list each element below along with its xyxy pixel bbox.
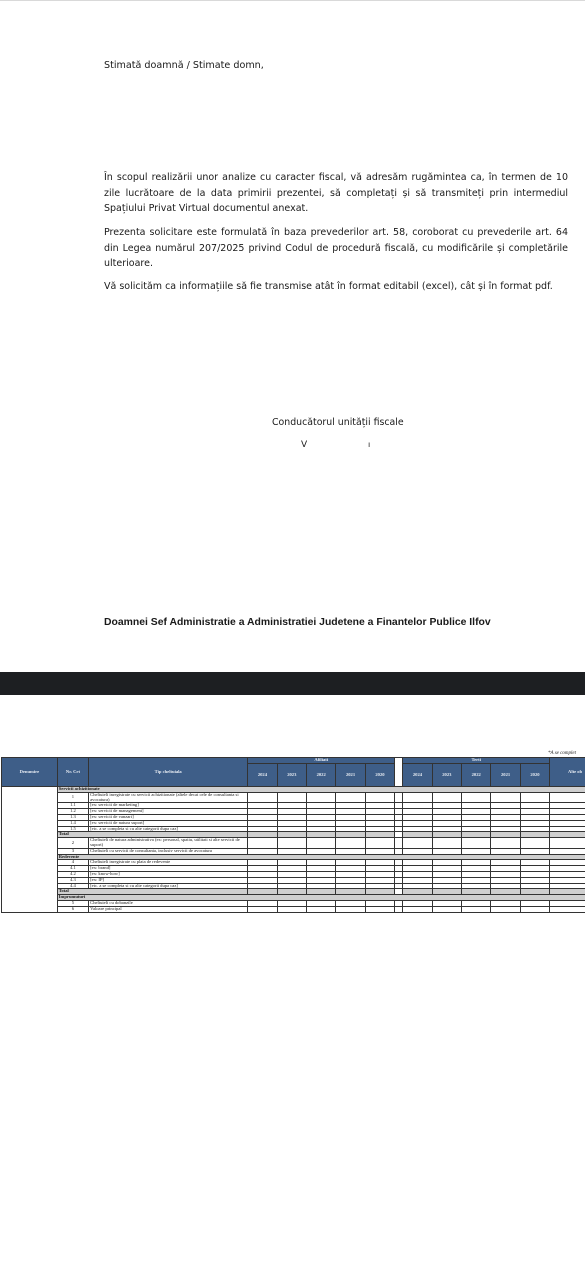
value-cell[interactable] [432, 906, 461, 912]
value-cell[interactable] [277, 838, 306, 849]
header-denumire: Denumire [2, 758, 58, 787]
nr-crt-cell: 1.3 [57, 814, 88, 820]
tip-cheltuiala-cell: [ex: servicii de management] [89, 809, 248, 815]
spacer-cell [395, 838, 403, 849]
header-terti: Terti [403, 758, 550, 764]
signature-title: Conducătorul unității fiscale [272, 417, 404, 428]
salutation: Stimată doamnă / Stimate domn, [104, 60, 264, 71]
nr-crt-cell: 1 [57, 792, 88, 803]
value-cell[interactable] [550, 792, 585, 803]
tip-cheltuiala-cell: [etc. a se completa si cu alte categorii dupa caz] [89, 826, 248, 832]
tip-cheltuiala-cell: Cheltuieli inregistrate cu servicii achizitionate (altele decat cele de consultanta si avocatura) [89, 792, 248, 803]
page-top-divider [0, 0, 585, 1]
value-cell[interactable] [336, 838, 365, 849]
section-label: Redevente [57, 854, 585, 860]
tip-cheltuiala-cell: Valoare principal [89, 906, 248, 912]
value-cell[interactable] [520, 838, 549, 849]
header-alte: Alte ob [550, 758, 585, 787]
nr-crt-cell: 5 [57, 900, 88, 906]
year-header: 2021 [336, 764, 365, 787]
value-cell[interactable] [550, 906, 585, 912]
value-cell[interactable] [403, 838, 432, 849]
year-header: 2024 [403, 764, 432, 787]
year-header: 2022 [306, 764, 335, 787]
total-label: Total [57, 889, 248, 895]
value-cell[interactable] [432, 792, 461, 803]
section-label: Servicii achizitionate [57, 787, 585, 793]
tip-cheltuiala-cell: [ex: servicii de marketing] [89, 803, 248, 809]
table-row [2, 792, 585, 803]
value-cell[interactable] [306, 792, 335, 803]
value-cell[interactable] [491, 838, 520, 849]
header-afiliati: Afiliati [248, 758, 395, 764]
year-header: 2020 [365, 764, 394, 787]
nr-crt-cell: 4.2 [57, 871, 88, 877]
value-cell[interactable] [306, 906, 335, 912]
annex-table [1, 757, 585, 913]
value-cell[interactable] [365, 906, 394, 912]
addressee: Doamnei Sef Administratie a Administratiei Judetene a Finantelor Publice Ilfov [104, 617, 491, 628]
nr-crt-cell: 6 [57, 906, 88, 912]
value-cell[interactable] [336, 792, 365, 803]
value-cell[interactable] [462, 792, 491, 803]
tip-cheltuiala-cell: [etc. a se completa si cu alte categorii dupa caz] [89, 883, 248, 889]
header-tip-cheltuiala: Tip cheltuiala [89, 758, 248, 787]
nr-crt-cell: 4.1 [57, 866, 88, 872]
tip-cheltuiala-cell: [ex: servicii de vanzari] [89, 814, 248, 820]
year-header: 2022 [462, 764, 491, 787]
year-header: 2021 [491, 764, 520, 787]
denumire-cell[interactable] [2, 787, 58, 913]
value-cell[interactable] [520, 906, 549, 912]
year-header: 2023 [277, 764, 306, 787]
value-cell[interactable] [248, 906, 277, 912]
nr-crt-cell: 1.2 [57, 809, 88, 815]
total-label: Total [57, 832, 248, 838]
page-separator-band [0, 672, 585, 695]
signature-mark: ı [368, 440, 371, 449]
year-header: 2020 [520, 764, 549, 787]
value-cell[interactable] [306, 838, 335, 849]
annex-page [0, 695, 585, 1267]
value-cell[interactable] [403, 906, 432, 912]
signature-mark: V [301, 440, 308, 450]
spacer-cell [395, 906, 403, 912]
paragraph-legal-basis: Prezenta solicitare este formulată în baza prevederilor art. 58, coroborat cu prevederile art. 64 din Legea numărul 207/2025 privind Codul de procedură fiscală, cu modificările și completările ulterioare. [104, 227, 568, 269]
nr-crt-cell: 4 [57, 860, 88, 866]
header-spacer [395, 758, 403, 787]
signature-marks [301, 440, 371, 450]
tip-cheltuiala-cell: [ex: brand] [89, 866, 248, 872]
value-cell[interactable] [550, 838, 585, 849]
nr-crt-cell: 2 [57, 838, 88, 849]
tip-cheltuiala-cell: Cheltuieli cu servicii de consultanta, inclusiv servicii de avocatura [89, 848, 248, 854]
value-cell[interactable] [403, 792, 432, 803]
value-cell[interactable] [248, 838, 277, 849]
value-cell[interactable] [432, 838, 461, 849]
value-cell[interactable] [277, 906, 306, 912]
value-cell[interactable] [336, 906, 365, 912]
value-cell[interactable] [520, 792, 549, 803]
nr-crt-cell: 1.5 [57, 826, 88, 832]
value-cell[interactable] [462, 838, 491, 849]
spacer-cell [395, 792, 403, 803]
year-header: 2023 [432, 764, 461, 787]
tip-cheltuiala-cell: Cheltuieli de natura administrativa (ex: personal, spatiu, utilitati si alte servicii de suport) [89, 838, 248, 849]
tip-cheltuiala-cell: [ex: know-how] [89, 871, 248, 877]
table-row [2, 906, 585, 912]
nr-crt-cell: 4.4 [57, 883, 88, 889]
nr-crt-cell: 3 [57, 848, 88, 854]
section-label: Imprumuturi [57, 895, 585, 901]
annex-table-body [2, 787, 585, 913]
tip-cheltuiala-cell: [ex: servicii de natura suport] [89, 820, 248, 826]
table-row [2, 838, 585, 849]
value-cell[interactable] [365, 792, 394, 803]
value-cell[interactable] [248, 792, 277, 803]
value-cell[interactable] [365, 838, 394, 849]
value-cell[interactable] [277, 792, 306, 803]
value-cell[interactable] [491, 906, 520, 912]
nr-crt-cell: 1.4 [57, 820, 88, 826]
annex-note: *A se complet [548, 751, 576, 756]
nr-crt-cell: 1.1 [57, 803, 88, 809]
value-cell[interactable] [462, 906, 491, 912]
nr-crt-cell: 4.3 [57, 877, 88, 883]
tip-cheltuiala-cell: [ex: IP] [89, 877, 248, 883]
year-header: 2024 [248, 764, 277, 787]
tip-cheltuiala-cell: Cheltuieli cu dobanzile [89, 900, 248, 906]
value-cell[interactable] [491, 792, 520, 803]
paragraph-request: În scopul realizării unor analize cu caracter fiscal, vă adresăm rugămintea ca, în termen de 10 zile lucrătoare de la data primirii prezentei, să completați și să transmiteți prin intermediul Spațiului Privat Virtual documentul anexat. [104, 172, 568, 214]
paragraph-format: Vă solicităm ca informațiile să fie transmise atât în format editabil (excel), cât și în format pdf. [104, 281, 553, 292]
header-nr-crt: Nr. Crt [57, 758, 88, 787]
tip-cheltuiala-cell: Cheltuieli inregistrate cu plata de redevente [89, 860, 248, 866]
